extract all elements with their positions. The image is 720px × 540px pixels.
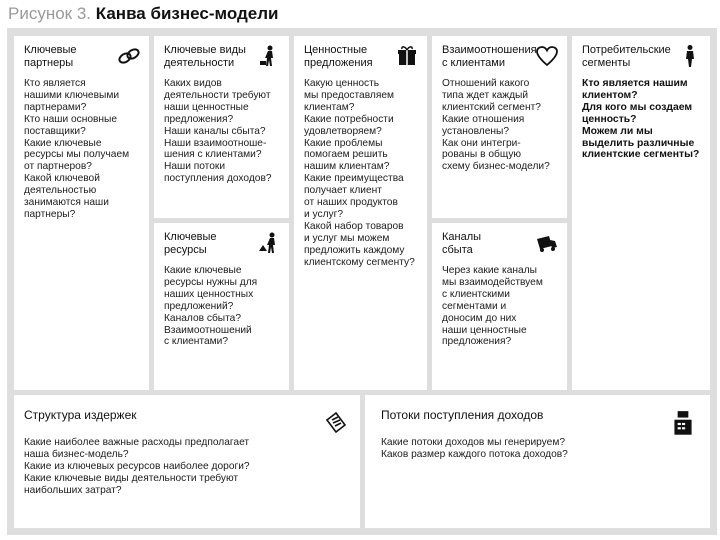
question-line: предложения? bbox=[442, 336, 512, 348]
question-list bbox=[24, 78, 149, 221]
question-line: получает клиент bbox=[304, 185, 382, 197]
question-line: и услуг? bbox=[304, 208, 344, 220]
question-line: партнерами? bbox=[24, 101, 87, 113]
block-title-line: сегменты bbox=[582, 57, 631, 69]
question-list bbox=[582, 78, 710, 161]
question-line: клиентскому сегменту? bbox=[304, 256, 415, 268]
question-line: рованы в общую bbox=[442, 149, 522, 161]
block-title-line: Ключевые bbox=[24, 44, 77, 56]
question-line: Взаимоотношений bbox=[164, 324, 252, 336]
person-icon bbox=[678, 44, 702, 68]
question-line: клиентский сегмент? bbox=[442, 101, 541, 113]
worker-icon bbox=[257, 44, 281, 68]
block-title-line: ресурсы bbox=[164, 244, 207, 256]
block-title-line: предложения bbox=[304, 57, 373, 69]
block-title-line: Ценностные bbox=[304, 44, 368, 56]
question-line: Через какие каналы bbox=[442, 265, 537, 276]
question-line: нашим клиентам? bbox=[304, 161, 390, 173]
question-line: Наши каналы сбыта? bbox=[164, 125, 266, 137]
block-title-line: деятельности bbox=[164, 57, 235, 69]
factory-worker-icon bbox=[257, 231, 281, 255]
figure-title bbox=[8, 4, 279, 24]
question-line: занимаются наши bbox=[24, 197, 109, 209]
block-key-partners bbox=[14, 36, 149, 390]
question-line: Каналов сбыта? bbox=[164, 312, 241, 324]
question-list bbox=[304, 78, 427, 269]
question-list bbox=[164, 265, 289, 348]
question-line: установлены? bbox=[442, 125, 509, 137]
question-line: нашими ключевыми bbox=[24, 89, 120, 101]
question-line: партнеры? bbox=[24, 208, 76, 220]
question-list bbox=[442, 78, 567, 173]
question-line: сегментами и bbox=[442, 300, 507, 312]
question-line: ресурсы мы получаем bbox=[24, 149, 130, 161]
question-line: наши ценностные bbox=[442, 324, 527, 336]
chain-links-icon bbox=[117, 44, 141, 68]
block-title bbox=[381, 409, 710, 422]
question-line: деятельности требуют bbox=[164, 89, 271, 101]
question-line: Кто наши основные bbox=[24, 113, 118, 125]
figure-name: Канва бизнес-модели bbox=[95, 4, 279, 23]
block-title-line: Потоки поступления доходов bbox=[381, 408, 544, 422]
delivery-truck-icon bbox=[535, 231, 559, 255]
block-title-line: Ключевые виды bbox=[164, 44, 246, 56]
question-line: Кто является bbox=[24, 78, 86, 89]
block-key-activities bbox=[154, 36, 289, 218]
question-list bbox=[164, 78, 289, 185]
question-line: Какой ключевой bbox=[24, 173, 100, 185]
question-line: Какую ценность bbox=[304, 78, 380, 89]
question-line: схему бизнес-модели? bbox=[442, 161, 550, 173]
question-line: от партнеров? bbox=[24, 161, 92, 173]
figure-label: Рисунок 3. bbox=[8, 4, 92, 23]
question-line: поставщики? bbox=[24, 125, 86, 137]
question-line: Какие из ключевых ресурсов наиболее дороги? bbox=[24, 460, 250, 472]
question-line: наибольших затрат? bbox=[24, 484, 122, 496]
question-line: помогаем решить bbox=[304, 149, 388, 161]
heart-icon bbox=[535, 44, 559, 68]
question-line: удовлетворяем? bbox=[304, 125, 382, 137]
question-line: шения с клиентами? bbox=[164, 149, 262, 161]
question-line: мы взаимодействуем bbox=[442, 276, 543, 288]
block-title-line: Каналы bbox=[442, 231, 482, 243]
question-line: ресурсы нужны для bbox=[164, 276, 258, 288]
question-line: мы предоставляем bbox=[304, 89, 395, 101]
block-title-line: Взаимоотношения bbox=[442, 44, 537, 56]
question-line: Можем ли мы bbox=[582, 125, 653, 137]
question-line: Отношений какого bbox=[442, 78, 530, 89]
question-line: Каких видов bbox=[164, 78, 222, 89]
question-line: Какие ключевые bbox=[24, 137, 102, 149]
question-line: предложения? bbox=[164, 113, 234, 125]
question-line: выделить различные bbox=[582, 137, 695, 149]
question-list bbox=[381, 437, 710, 461]
question-line: Кто является нашим bbox=[582, 78, 688, 89]
gift-icon bbox=[395, 44, 419, 68]
block-title-line: Структура издержек bbox=[24, 408, 137, 422]
block-customer-relationships bbox=[432, 36, 567, 218]
block-channels bbox=[432, 223, 567, 390]
block-key-resources bbox=[154, 223, 289, 390]
question-line: клиентом? bbox=[582, 89, 638, 101]
block-title-line: Потребительские bbox=[582, 44, 671, 56]
question-line: доносим до них bbox=[442, 312, 517, 324]
question-line: Какие отношения bbox=[442, 113, 525, 125]
question-line: клиентам? bbox=[304, 101, 355, 113]
question-line: предложений? bbox=[164, 300, 234, 312]
block-title-line: сбыта bbox=[442, 244, 473, 256]
question-line: Каков размер каждого потока доходов? bbox=[381, 448, 568, 460]
block-value-propositions bbox=[294, 36, 427, 390]
question-line: типа ждет каждый bbox=[442, 89, 529, 101]
question-line: Для кого мы создаем bbox=[582, 101, 693, 113]
block-cost-structure bbox=[14, 395, 360, 528]
block-title-line: с клиентами bbox=[442, 57, 505, 69]
block-title bbox=[24, 409, 360, 422]
question-line: поступления доходов? bbox=[164, 173, 272, 185]
question-line: от наших продуктов bbox=[304, 197, 398, 209]
question-line: Какие потребности bbox=[304, 113, 394, 125]
question-line: Наши потоки bbox=[164, 161, 226, 173]
question-list bbox=[442, 265, 567, 348]
price-tag-icon bbox=[324, 411, 348, 435]
question-line: Какие наиболее важные расходы предполагает bbox=[24, 437, 250, 448]
question-line: и услуг мы можем bbox=[304, 232, 390, 244]
question-line: Какой набор товаров bbox=[304, 220, 404, 232]
cash-register-icon bbox=[670, 409, 696, 439]
question-line: ценность? bbox=[582, 113, 637, 125]
question-line: наших ценностных bbox=[164, 288, 254, 300]
question-line: с клиентами? bbox=[164, 336, 229, 348]
question-line: деятельностью bbox=[24, 185, 97, 197]
question-line: клиентские сегменты? bbox=[582, 149, 700, 161]
block-title-line: партнеры bbox=[24, 57, 74, 69]
question-line: предложить каждому bbox=[304, 244, 405, 256]
block-title-line: Ключевые bbox=[164, 231, 217, 243]
question-line: Какие ключевые bbox=[164, 265, 242, 276]
question-line: Наши взаимоотноше- bbox=[164, 137, 267, 149]
business-model-canvas bbox=[7, 28, 717, 535]
question-list bbox=[24, 437, 360, 497]
question-line: Как они интегри- bbox=[442, 137, 521, 149]
question-line: Какие проблемы bbox=[304, 137, 383, 149]
block-revenue-streams bbox=[365, 395, 710, 528]
question-line: наша бизнес-модель? bbox=[24, 448, 129, 460]
question-line: Какие ключевые виды деятельности требуют bbox=[24, 472, 239, 484]
question-line: с клиентскими bbox=[442, 288, 510, 300]
question-line: наши ценностные bbox=[164, 101, 249, 113]
block-customer-segments bbox=[572, 36, 710, 390]
question-line: Какие преимущества bbox=[304, 173, 404, 185]
question-line: Какие потоки доходов мы генерируем? bbox=[381, 437, 565, 448]
